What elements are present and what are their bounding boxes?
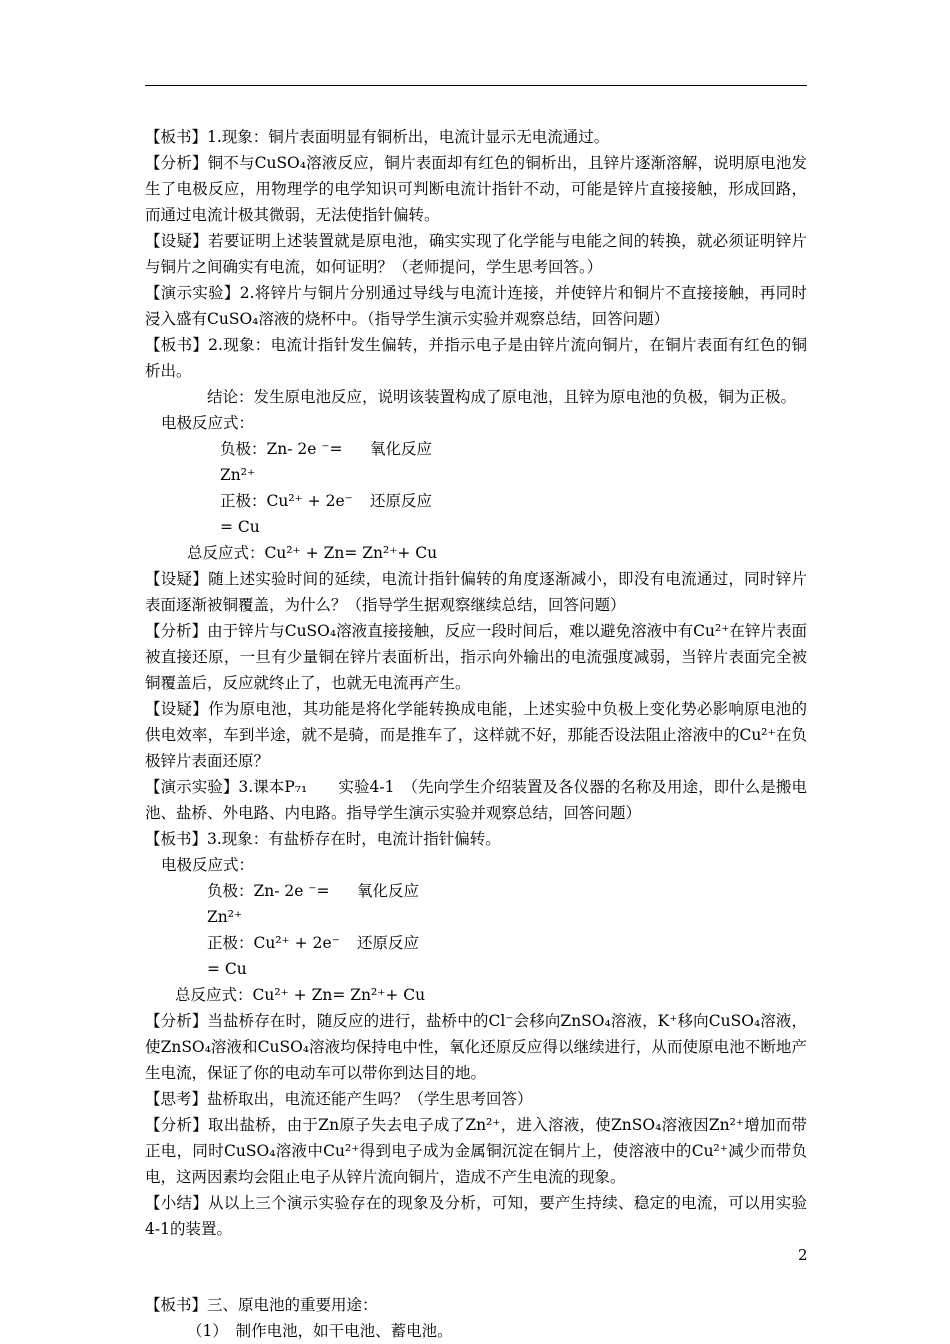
paragraph: 【分析】铜不与CuSO₄溶液反应，铜片表面却有红色的铜析出，且锌片逐渐溶解，说明原电池发生了电极反应，用物理学的电学知识可判断电流计指针不动，可能是锌片直接接触，形成回路，而通过电流计极其微弱，无法使指针偏转。: [145, 154, 807, 224]
positive-electrode: 正极：Cu²⁺ + 2e⁻ = Cu: [207, 934, 340, 978]
paragraph: 【板书】三、原电池的重要用途：: [145, 1296, 378, 1314]
paragraph: 【板书】2.现象：电流计指针发生偏转，并指示电子是由锌片流向铜片，在铜片表面有红色的铜析出。: [145, 336, 807, 380]
reaction-type: 氧化反应: [357, 882, 420, 900]
paragraph: 【演示实验】3.课本P₇₁ 实验4-1 （先向学生介绍装置及各仪器的名称及用途，即什么是搬电池、盐桥、外电路、内电路。指导学生演示实验并观察总结，回答问题）: [145, 778, 807, 822]
paragraph: 【思考】盐桥取出，电流还能产生吗？（学生思考回答）: [145, 1090, 533, 1108]
spacer: [145, 1242, 807, 1292]
paragraph: 【板书】1.现象：铜片表面明显有铜析出，电流计显示无电流通过。: [145, 128, 610, 146]
reaction-type: 氧化反应: [370, 440, 433, 458]
conclusion: 结论：发生原电池反应，说明该装置构成了原电池，且锌为原电池的负极，铜为正极。: [207, 388, 797, 406]
positive-electrode: 正极：Cu²⁺ + 2e⁻ = Cu: [220, 492, 353, 536]
list-item: （1） 制作电池，如干电池、蓄电池。: [187, 1322, 453, 1340]
paragraph: 【小结】从以上三个演示实验存在的现象及分析，可知，要产生持续、稳定的电流，可以用实验4-1的装置。: [145, 1194, 807, 1238]
reaction-line: [145, 436, 807, 488]
paragraph: 【分析】当盐桥存在时，随反应的进行，盐桥中的Cl⁻会移向ZnSO₄溶液，K⁺移向CuSO₄溶液，使ZnSO₄溶液和CuSO₄溶液均保持电中性，氧化还原反应得以继续进行，从而使原电池不断地产生电流，保证了你的电动车可以带你到达目的地。: [145, 1012, 807, 1082]
reaction-type: 还原反应: [370, 492, 433, 510]
reaction-heading: 电极反应式：: [161, 414, 255, 432]
paragraph: 【设疑】随上述实验时间的延续，电流计指针偏转的角度逐渐减小，即没有电流通过，同时锌片表面逐渐被铜覆盖，为什么？（指导学生据观察继续总结，回答问题）: [145, 570, 807, 614]
paragraph: 【设疑】作为原电池，其功能是将化学能转换成电能，上述实验中负极上变化势必影响原电池的供电效率，车到半途，就不是骑，而是推车了，这样就不好，那能否设法阻止溶液中的Cu²⁺在负极锌片表面还原？: [145, 700, 807, 770]
paragraph: 【设疑】若要证明上述装置就是原电池，确实实现了化学能与电能之间的转换，就必须证明锌片与铜片之间确实有电流，如何证明？（老师提问，学生思考回答。）: [145, 232, 807, 276]
total-reaction: 总反应式：Cu²⁺ + Zn= Zn²⁺+ Cu: [187, 544, 438, 562]
document-body: [145, 124, 807, 1344]
negative-electrode: 负极：Zn- 2e ⁻= Zn²⁺: [207, 882, 330, 926]
negative-electrode: 负极：Zn- 2e ⁻= Zn²⁺: [220, 440, 343, 484]
header-rule: [145, 85, 807, 86]
reaction-line: [145, 488, 807, 540]
paragraph: 【分析】取出盐桥，由于Zn原子失去电子成了Zn²⁺，进入溶液，使ZnSO₄溶液因Zn²⁺增加而带正电，同时CuSO₄溶液中Cu²⁺得到电子成为金属铜沉淀在铜片上，使溶液中的Cu²⁺减少而带负电，这两因素均会阻止电子从锌片流向铜片，造成不产生电流的现象。: [145, 1116, 807, 1186]
paragraph: 【分析】由于锌片与CuSO₄溶液直接接触，反应一段时间后，难以避免溶液中有Cu²⁺在锌片表面被直接还原，一旦有少量铜在锌片表面析出，指示向外输出的电流强度减弱，当锌片表面完全被铜覆盖后，反应就终止了，也就无电流再产生。: [145, 622, 807, 692]
paragraph: 【演示实验】2.将锌片与铜片分别通过导线与电流计连接，并使锌片和铜片不直接接触，再同时浸入盛有CuSO₄溶液的烧杯中。（指导学生演示实验并观察总结，回答问题）: [145, 284, 807, 328]
page-number: 2: [798, 1246, 808, 1264]
total-reaction: 总反应式：Cu²⁺ + Zn= Zn²⁺+ Cu: [175, 986, 426, 1004]
reaction-heading: 电极反应式：: [161, 856, 255, 874]
reaction-line: [145, 878, 807, 930]
paragraph: 【板书】3.现象：有盐桥存在时，电流计指针偏转。: [145, 830, 501, 848]
reaction-line: [145, 930, 807, 982]
reaction-type: 还原反应: [357, 934, 420, 952]
